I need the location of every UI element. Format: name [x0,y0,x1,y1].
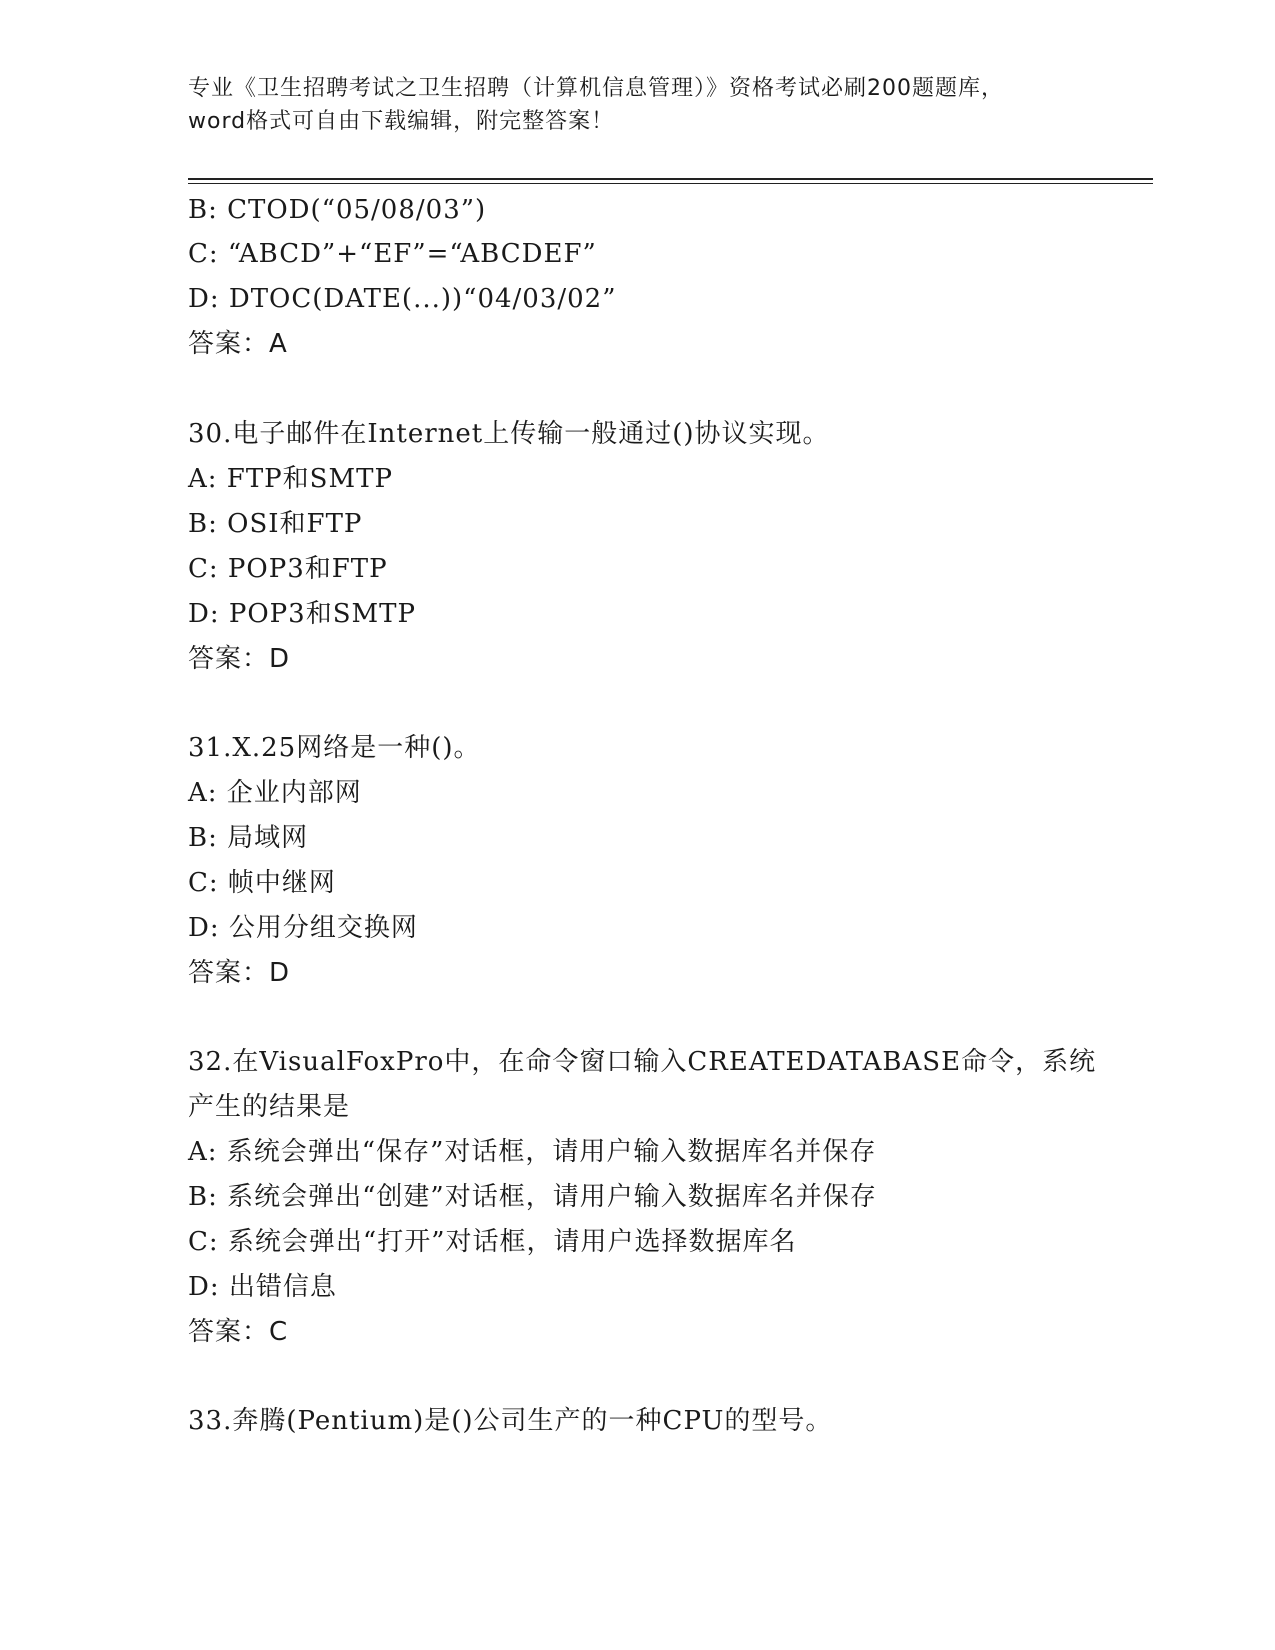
q32-option-d: D: 出错信息 [188,1272,337,1302]
header-line-1: 专业《卫生招聘考试之卫生招聘（计算机信息管理）》资格考试必刷200题题库， [188,76,1004,101]
document-header [188,72,1088,138]
q32-option-a: A: 系统会弹出“保存”对话框，请用户输入数据库名并保存 [188,1137,877,1167]
q29-option-c: C: “ABCD”+“EF”=“ABCDEF” [188,239,597,269]
q31-option-a: A: 企业内部网 [188,778,362,808]
q31-option-c: C: 帧中继网 [188,868,336,898]
q30-answer: 答案：D [188,644,291,674]
q31-option-b: B: 局域网 [188,823,309,853]
q30-option-c: C: POP3和FTP [188,554,388,584]
q30-stem: 30.电子邮件在Internet上传输一般通过()协议实现。 [188,419,830,449]
q30-option-b: B: OSI和FTP [188,509,363,539]
q30-option-a: A: FTP和SMTP [188,464,393,494]
q31-answer: 答案：D [188,958,291,988]
q31-stem: 31.X.25网络是一种()。 [188,733,481,763]
q32-option-b: B: 系统会弹出“创建”对话框，请用户输入数据库名并保存 [188,1182,877,1212]
q30-option-d: D: POP3和SMTP [188,599,416,629]
header-divider-thin [188,183,1153,184]
q32-answer: 答案：C [188,1317,289,1347]
q29-option-b: B: CTOD(“05/08/03”) [188,195,487,225]
header-line-2: word格式可自由下载编辑，附完整答案！ [188,109,615,134]
header-divider-thick [188,178,1153,180]
q33-stem: 33.奔腾(Pentium)是()公司生产的一种CPU的型号。 [188,1406,833,1436]
q31-option-d: D: 公用分组交换网 [188,913,418,943]
q29-option-d: D: DTOC(DATE(...))“04/03/02” [188,284,617,314]
q29-answer: 答案：A [188,329,288,359]
q32-option-c: C: 系统会弹出“打开”对话框，请用户选择数据库名 [188,1227,797,1257]
q32-stem-line-1: 32.在VisualFoxPro中，在命令窗口输入CREATEDATABASE命令，系统 [188,1047,1097,1077]
q32-stem-line-2: 产生的结果是 [188,1092,351,1122]
